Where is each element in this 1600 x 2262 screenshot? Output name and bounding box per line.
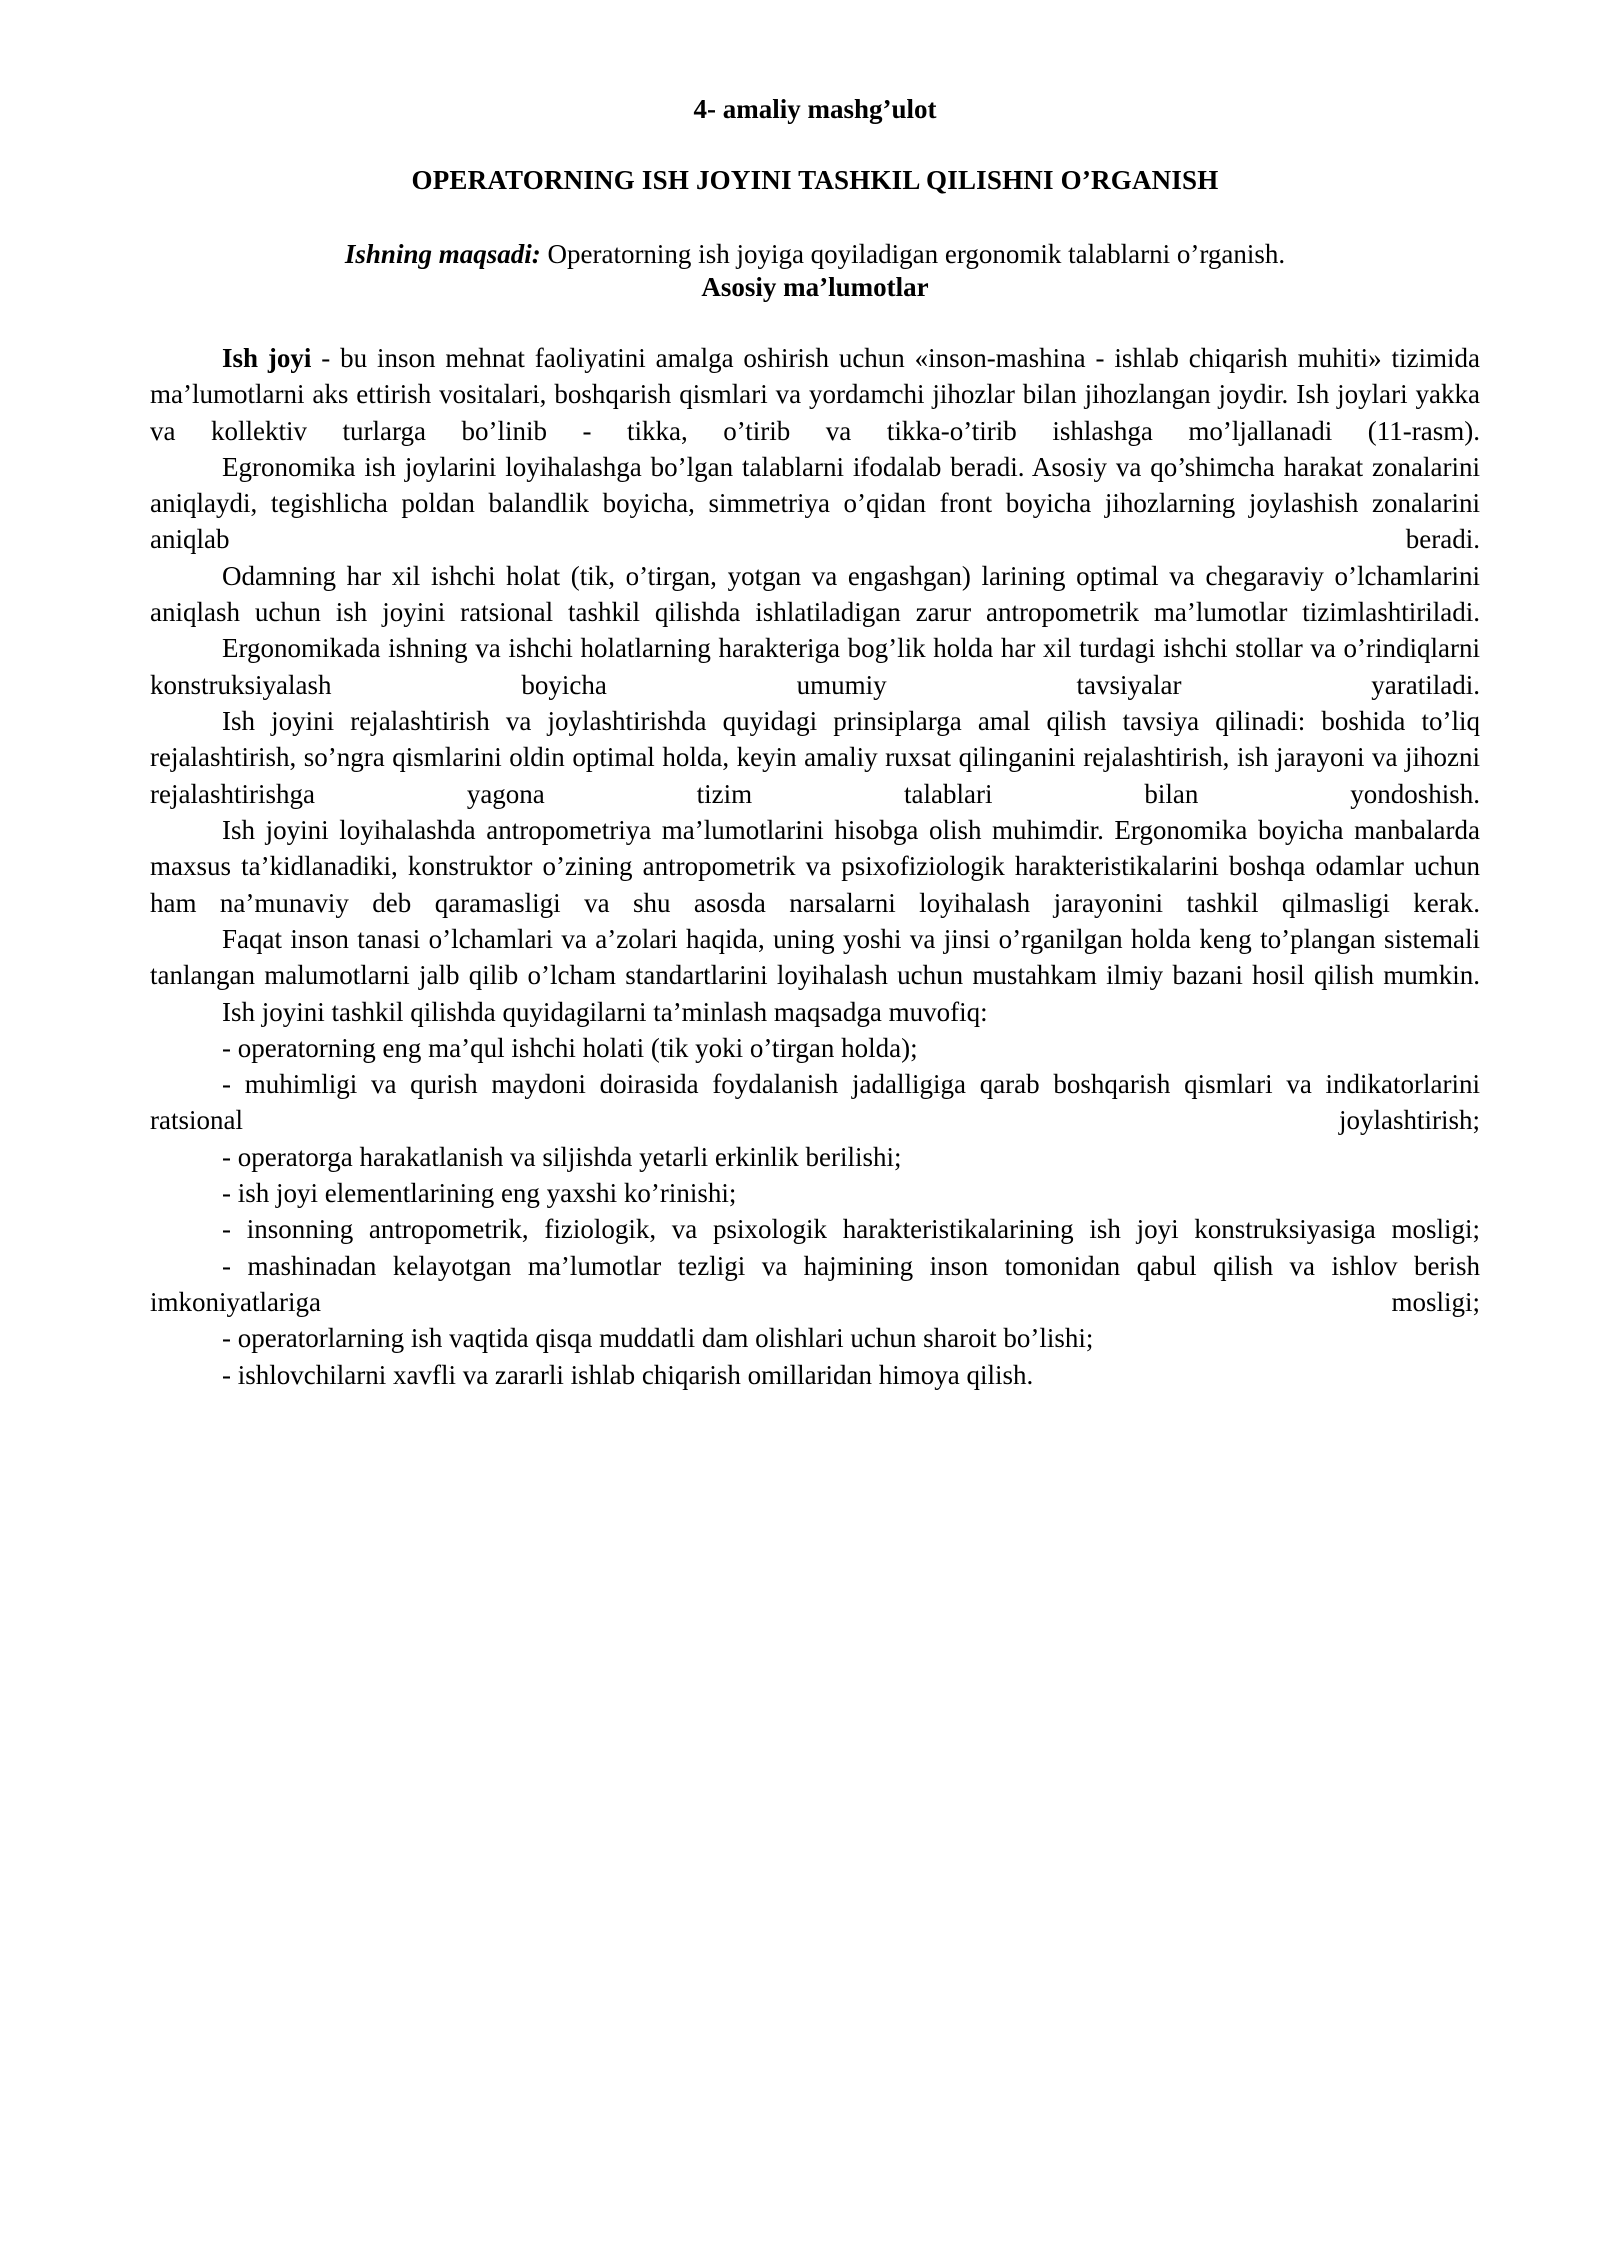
paragraph-text: Egronomika ish joylarini loyihalashga bo’lgan talablarni ifodalab beradi. Asosiy va qo’shimcha harakat zonalarini aniqlaydi, tegishlicha poldan balandlik boyicha, simmetriya o’qidan front boyicha jihozlarning joylashish zonalarini aniqlab beradi. — [150, 451, 1480, 555]
list-item — [150, 1030, 1480, 1066]
paragraph — [150, 994, 1480, 1030]
paragraph-text: - bu inson mehnat faoliyatini amalga oshirish uchun «inson-mashina - ishlab chiqarish muhiti» tizimida ma’lumotlarni aks ettirish vositalari, boshqarish qismlari va yordamchi jihozlar bilan jihozlangan joydir. Ish joylari yakka va kollektiv turlarga bo’linib - tikka, o’tirib va tikka-o’tirib ishlashga mo’ljallanadi (11-rasm). — [150, 342, 1480, 446]
purpose-text: Operatorning ish joyiga qoyiladigan ergonomik talablarni o’rganish. — [540, 239, 1286, 269]
paragraph-text: Ish joyini tashkil qilishda quyidagilarni ta’minlash maqsadga muvofiq: — [222, 996, 988, 1027]
document-title: 4- amaliy mashg’ulot — [693, 94, 937, 124]
paragraph — [150, 703, 1480, 812]
paragraph-text: Odamning har xil ishchi holat (tik, o’tirgan, yotgan va engashgan) larining optimal va chegaraviy o’lchamlarini aniqlash uchun ish joyini ratsional tashkil qilishda ishlatiladigan zarur antropometrik ma’lumotlar tizimlashtiriladi. — [150, 560, 1480, 628]
list-item-text: - operatorga harakatlanish va siljishda yetarli erkinlik berilishi; — [222, 1141, 902, 1172]
list-item — [150, 1211, 1480, 1247]
list-item — [150, 1248, 1480, 1321]
spacer — [150, 194, 1480, 238]
list-item — [150, 1139, 1480, 1175]
document-heading: OPERATORNING ISH JOYINI TASHKIL QILISHNI O’RGANISH — [411, 165, 1219, 195]
paragraph — [150, 630, 1480, 703]
paragraph — [150, 449, 1480, 558]
list-item — [150, 1066, 1480, 1139]
paragraph — [150, 340, 1480, 449]
spacer — [150, 304, 1480, 340]
list-item — [150, 1357, 1480, 1393]
list-item-text: - mashinadan kelayotgan ma’lumotlar tezligi va hajmining inson tomonidan qabul qilish va ishlov berish imkoniyatlariga mosligi; — [150, 1250, 1480, 1317]
paragraph — [150, 558, 1480, 631]
paragraph-text: Ish joyini loyihalashda antropometriya ma’lumotlarini hisobga olish muhimdir. Ergonomika boyicha manbalarda maxsus ta’kidlanadiki, konstruktor o’zining antropometrik va psixofiziologik harakteristikalarini boshqa odamlar uchun ham na’munaviy deb qaramasligi va shu asosda narsalarni loyihalash jarayonini tashkil qilmasligi kerak. — [150, 814, 1480, 918]
paragraph — [150, 921, 1480, 994]
list-item-text: - operatorning eng ma’qul ishchi holati (tik yoki o’tirgan holda); — [222, 1032, 918, 1063]
purpose-label: Ishning maqsadi: — [344, 239, 541, 269]
section-subheading: Asosiy ma’lumotlar — [701, 271, 929, 302]
document-content — [150, 96, 1480, 1393]
spacer — [150, 123, 1480, 167]
list-item-text: - ish joyi elementlarining eng yaxshi ko’rinishi; — [222, 1178, 737, 1209]
list-item-text: - muhimligi va qurish maydoni doirasida foydalanish jadalligiga qarab boshqarish qismlari va indikatorlarini ratsional joylashtirish; — [150, 1069, 1480, 1136]
paragraph-text: Faqat inson tanasi o’lchamlari va a’zolari haqida, uning yoshi va jinsi o’rganilgan holda keng to’plangan sistemali tanlangan malumotlarni jalb qilib o’lcham standartlarini loyihalash uchun mustahkam ilmiy bazani hosil qilish mumkin. — [150, 923, 1480, 991]
paragraph-text: Ergonomikada ishning va ishchi holatlarning harakteriga bog’lik holda har xil turdagi ishchi stollar va o’rindiqlarni konstruksiyalash boyicha umumiy tavsiyalar yaratiladi. — [150, 633, 1480, 700]
list-item — [150, 1175, 1480, 1211]
paragraph — [150, 812, 1480, 921]
list-item-text: - operatorlarning ish vaqtida qisqa muddatli dam olishlari uchun sharoit bo’lishi; — [222, 1323, 1094, 1354]
purpose-line — [150, 238, 1480, 271]
list-item-text: - insonning antropometrik, fiziologik, va psixologik harakteristikalarining ish joyi konstruksiyasiga mosligi; — [222, 1214, 1480, 1245]
paragraph-lead-bold: Ish joyi — [222, 342, 312, 373]
list-item-text: - ishlovchilarni xavfli va zararli ishlab chiqarish omillaridan himoya qilish. — [222, 1359, 1034, 1390]
list-item — [150, 1320, 1480, 1356]
paragraph-text: Ish joyini rejalashtirish va joylashtirishda quyidagi prinsiplarga amal qilish tavsiya qilinadi: boshida to’liq rejalashtirish, so’ngra qismlarini oldin optimal holda, keyin amaliy ruxsat qilinganini rejalashtirish, ish jarayoni va jihozni rejalashtirishga yagona tizim talablari bilan yondoshish. — [150, 706, 1480, 809]
